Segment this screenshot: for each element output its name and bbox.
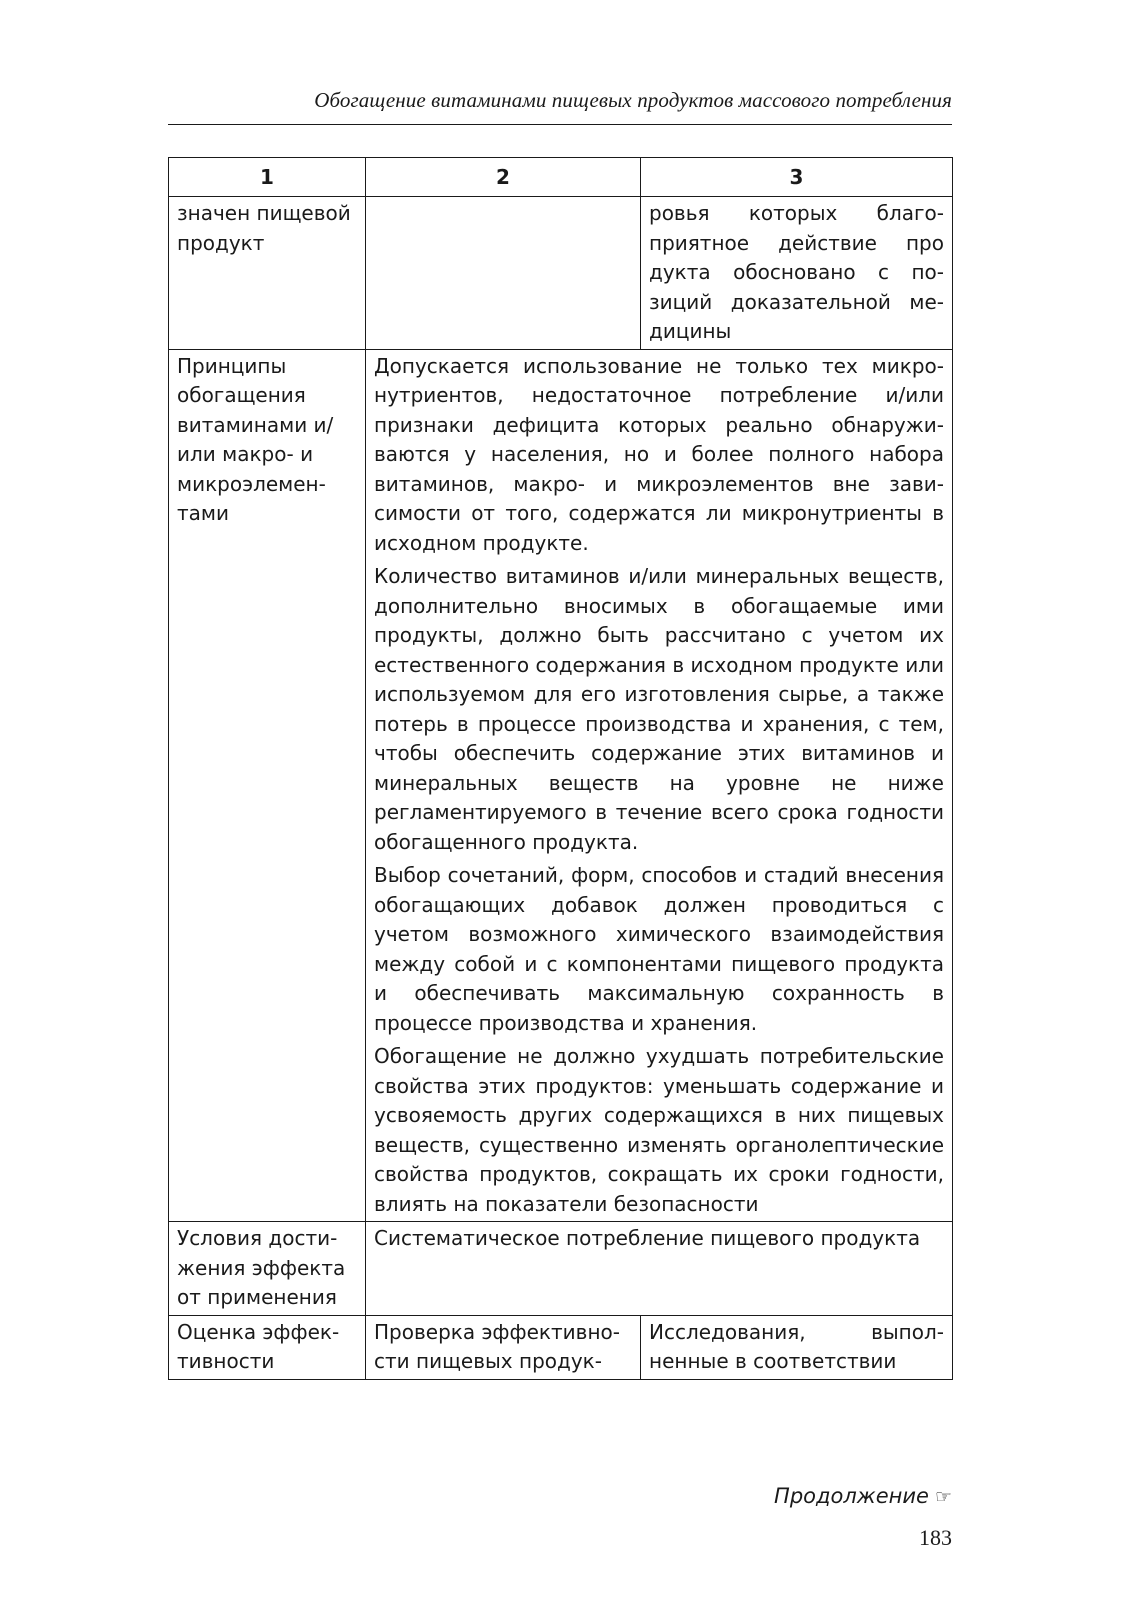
- principles-paragraph-2: Количество витаминов и/или минеральных веществ, дополнительно вносимых в обогащаемые ими продукты, должно быть рассчитано с учетом их естественного содержания в исходном продукте или используемом для его изготовления сырье, а также потерь в процессе производства и хранения, с тем, чтобы обеспечить содержание этих витаминов и минеральных веществ на уровне не ниже регламентируемого в течение всего срока годности обогащенного продукта.: [374, 564, 944, 854]
- page-number: 183: [919, 1525, 952, 1550]
- principles-paragraph-3: Выбор сочетаний, форм, способов и стадий внесения обогащающих добавок должен проводиться с учетом возможного химического взаимодействия между собой и с компонентами пищевого продукта и обеспечивать максимальную сохранность в процессе производства и хранения.: [374, 863, 944, 1035]
- table-row: [169, 349, 953, 1222]
- row-2-merged-cell: [366, 349, 953, 1222]
- table-row: [169, 197, 953, 350]
- row-4-col-2: Проверка эффективности пищевых продук-: [366, 1315, 641, 1379]
- pointing-hand-icon: ☞: [934, 1486, 952, 1508]
- content-table: [168, 157, 953, 1380]
- row-4-col-3: Исследования, выполненные в соответствии: [641, 1315, 953, 1379]
- continuation-label: Продолжение: [774, 1484, 929, 1508]
- row-1-col-3: ровья которых благоприятное действие про дукта обосновано с позиций доказательной медицины: [641, 197, 953, 350]
- column-header-2: 2: [366, 158, 641, 197]
- row-2-col-1: Принципы обогащения витаминами и/или макро- и микроэлементами: [169, 349, 366, 1222]
- running-header: Обогащение витаминами пищевых продуктов массового потребления: [314, 88, 952, 112]
- column-header-3: 3: [641, 158, 953, 197]
- row-1-col-1: значен пищевой продукт: [169, 197, 366, 350]
- principles-paragraph-4: Обогащение не должно ухудшать потребительские свойства этих продуктов: уменьшать содержание и усвояемость других содержащихся в них пищевых веществ, существенно изменять органолептические свойства продуктов, сокращать их сроки годности, влиять на показатели безопасности: [374, 1044, 944, 1216]
- header-rule: [168, 124, 952, 125]
- principles-paragraph-1: Допускается использование не только тех микронутриентов, недостаточное потребление и/или признаки дефицита которых реально обнаруживаются у населения, но и более полного набора витаминов, макро- и микроэлементов вне зависимости от того, содержатся ли микронутриенты в исходном продукте.: [374, 353, 944, 555]
- row-4-col-1: Оценка эффективности: [169, 1315, 366, 1379]
- continuation-note: [168, 1484, 952, 1508]
- column-header-1: 1: [169, 158, 366, 197]
- table-header-row: [169, 158, 953, 197]
- row-1-col-2: [366, 197, 641, 350]
- table-row: [169, 1315, 953, 1379]
- row-3-col-1: Условия достижения эффекта от применения: [169, 1222, 366, 1316]
- table-row: [169, 1222, 953, 1316]
- row-3-merged-cell: Систематическое потребление пищевого продукта: [366, 1222, 953, 1316]
